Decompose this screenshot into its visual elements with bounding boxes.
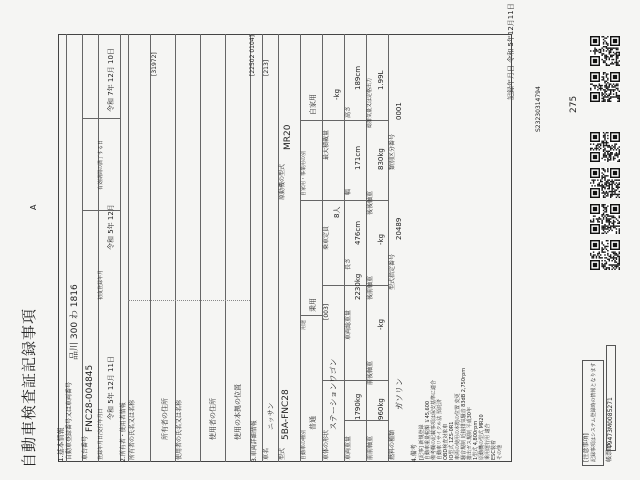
rule xyxy=(300,120,322,121)
owner-addr-label: 所有者の住所 xyxy=(161,398,169,440)
rule xyxy=(278,34,279,462)
maker-value: ニッサン xyxy=(267,402,275,430)
capacity-value: 8人 xyxy=(333,206,341,218)
remark-line: 自動車リサイクル法 預託済 xyxy=(437,399,443,460)
front-rear-label: 前後軸重 xyxy=(367,360,374,385)
purpose-label: 自家用・事業用の別 xyxy=(301,150,307,196)
kind-label: 自動車の種別 xyxy=(301,429,307,460)
front-rear-value: -kg xyxy=(377,318,385,330)
capacity-label: 乗車定員 xyxy=(323,225,330,250)
rule xyxy=(344,420,366,421)
remark-line: [記事] 新規登録 xyxy=(419,424,425,460)
body-value: ステーションワゴン xyxy=(329,358,338,430)
qr-code xyxy=(590,240,620,270)
width-value: 171cm xyxy=(354,145,362,170)
user-name-label: 使用者の氏名又は名称 xyxy=(176,399,183,460)
length-label: 長さ xyxy=(345,257,352,270)
rule xyxy=(344,34,345,462)
rear-front-value: -kg xyxy=(377,233,385,245)
expiry-value: 令和 7年 12月 10日 xyxy=(107,48,115,112)
first-reg-value: 令和 5年 12月 11日 xyxy=(107,356,115,420)
reg-value: 品川 300 わ 1816 xyxy=(70,284,80,360)
dotted-rule xyxy=(128,300,250,301)
section-vehicle-info: 3.車両詳細情報 xyxy=(251,420,258,462)
first-year-label: 初度登録年月 xyxy=(98,269,104,300)
remark-line: 騒音規制 近接排気騒音 83dB 2,750rpm xyxy=(461,367,467,460)
width-label: 幅 xyxy=(345,188,352,195)
form-id-label: 帳票ID xyxy=(606,443,613,462)
remark-line: 自動車重量税額 ￥45,600 xyxy=(425,400,431,460)
rule xyxy=(322,200,388,201)
notice-text: 記録事項はシステム登録時の情報となります xyxy=(591,362,597,462)
qr-code xyxy=(590,132,620,162)
max-load-value: -kg xyxy=(333,88,341,100)
remark-line: 排出ガス規制 平成30年 xyxy=(467,407,473,460)
gross-label: 車両総重量 xyxy=(345,309,352,340)
base-code: [22502 0104] xyxy=(249,35,256,76)
engine-label: 原動機の型式 xyxy=(279,163,286,200)
section-basic-info: 1.基本情報 xyxy=(57,427,65,462)
category-value: 0001 xyxy=(395,102,403,120)
kind-value: 普通 xyxy=(309,416,317,430)
displacement-value: 1.99L xyxy=(377,70,385,90)
first-year-value: 令和 5年 12月 xyxy=(107,204,115,250)
category-label: 類別区分番号 xyxy=(389,133,396,170)
model-label: 型式 xyxy=(279,447,286,460)
record-date: 記録年月日 令和 5年12月11日 xyxy=(507,3,515,100)
front-axle-label: 前前軸重 xyxy=(367,435,374,460)
type-no-label: 型式指定番号 xyxy=(389,253,396,290)
rule xyxy=(82,34,83,462)
rule xyxy=(300,34,301,462)
weight-label: 車両重量 xyxy=(345,435,352,460)
rear-axle-value: 830kg xyxy=(377,148,385,170)
remark-line: 乗用運行用 適合 xyxy=(485,423,491,460)
rule xyxy=(225,34,226,462)
remark-line: 1型式 4,800rpm xyxy=(473,420,479,460)
rule xyxy=(250,34,251,462)
reg-label: 自動車登録番号又は車両番号 xyxy=(66,381,73,460)
body-label: 車体の形状 xyxy=(323,429,330,460)
remark-line: OBD検査対象車 xyxy=(443,423,449,460)
qr-code xyxy=(590,204,620,234)
qr-code xyxy=(590,168,620,198)
section-owner-info: 2.所有者・使用者情報 xyxy=(120,402,127,462)
fuel-label: 燃料の種類 xyxy=(389,429,396,460)
qr-code xyxy=(590,72,620,102)
max-load-label: 最大積載量 xyxy=(323,129,330,160)
displacement-label: 総排気量又は定格出力 xyxy=(367,77,373,128)
rule xyxy=(300,200,322,201)
base-label: 使用の本拠の位置 xyxy=(234,384,242,440)
use-value: 乗用 xyxy=(309,298,317,312)
front-axle-value: 960kg xyxy=(377,398,385,420)
maker-code: [213] xyxy=(263,59,270,76)
rule xyxy=(82,118,120,119)
rule xyxy=(98,34,99,462)
rule xyxy=(366,420,388,421)
rule xyxy=(262,34,263,462)
rule xyxy=(300,315,322,316)
rear-axle-label: 後後軸重 xyxy=(367,190,374,215)
gross-value: 2230kg xyxy=(354,273,362,300)
height-label: 高さ xyxy=(345,105,352,118)
rear-front-label: 後前軸重 xyxy=(367,275,374,300)
first-reg-label: 登録年月日/交付年月日 xyxy=(98,408,104,460)
purpose-value: 自家用 xyxy=(309,94,317,115)
maker-label: 車名 xyxy=(263,447,270,460)
rule xyxy=(175,34,176,462)
type-no-value: 20489 xyxy=(395,217,403,240)
rule xyxy=(120,34,121,462)
rule xyxy=(128,34,129,462)
length-value: 476cm xyxy=(354,220,362,245)
chassis-label: 車台番号 xyxy=(82,435,89,460)
page-number: 275 xyxy=(569,95,579,113)
section-remarks: 4.備考 xyxy=(411,444,418,462)
weight-value: 1790kg xyxy=(354,393,362,420)
owner-code: [31972] xyxy=(151,52,158,76)
owner-name-label: 所有者の氏名又は名称 xyxy=(129,399,136,460)
rule xyxy=(322,120,388,121)
remark-line: 原動機の型式 MR20 xyxy=(479,414,485,460)
form-letter: A xyxy=(29,204,38,210)
notice-title: [注意事項] xyxy=(583,433,590,462)
body-code: [003] xyxy=(323,303,330,320)
rule xyxy=(388,34,389,462)
height-value: 189cm xyxy=(354,65,362,90)
user-addr-label: 使用者の住所 xyxy=(209,398,217,440)
rule xyxy=(150,34,151,462)
remark-line: 備考欄の記載事項は保安基準に適合 xyxy=(431,379,437,460)
model-value: 5BA-FNC28 xyxy=(281,389,291,440)
remark-line: 車両の使用の本拠の位置 変更 xyxy=(455,393,461,460)
remark-line: その他 xyxy=(497,444,503,460)
serial-number: S23230314794 xyxy=(535,86,542,132)
engine-value: MR20 xyxy=(283,124,293,150)
chassis-value: FNC28-004845 xyxy=(85,364,95,432)
rule xyxy=(200,34,201,462)
fuel-value: ガソリン xyxy=(395,378,404,410)
qr-code xyxy=(590,36,620,66)
use-label: 用途 xyxy=(301,319,307,330)
form-id-value: T9473M0085271 xyxy=(607,397,614,448)
remark-line: IO型式 1ZS-0R1 xyxy=(449,421,455,460)
expiry-label: 有効期間の満了する日 xyxy=(98,139,104,190)
remark-line: ESC装着 xyxy=(491,440,497,460)
document-title: 自動車検査証記録事項 xyxy=(20,307,38,468)
